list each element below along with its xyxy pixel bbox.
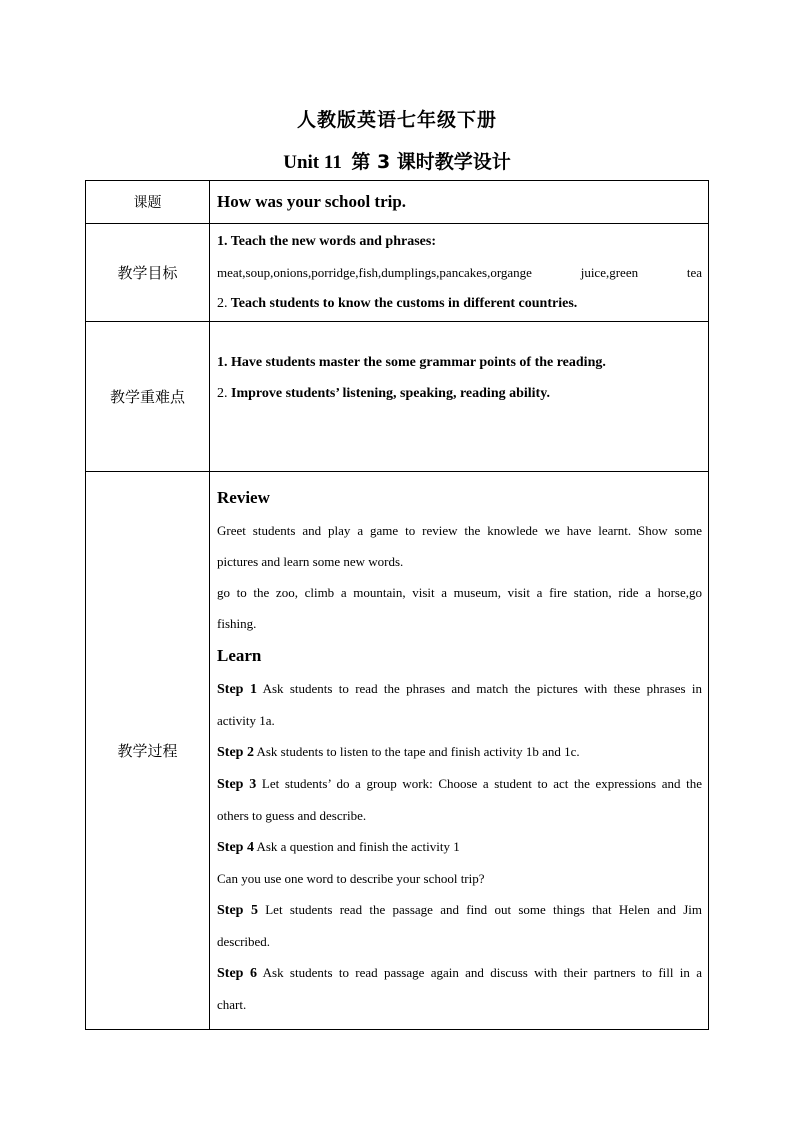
step-3-text: Let students’ do a group work: Choose a student to act the expressions and the [256,776,702,791]
key-point-2 [217,378,702,409]
key-point-2-number: 2. [217,386,228,401]
step-1-text: Ask students to read the phrases and match the pictures with these phrases in [257,681,702,696]
lesson-label: 第 3 课时教学设计 [351,151,511,173]
objectives-label: 教学目标 [86,224,210,322]
objectives-row [86,224,709,322]
objective-2 [217,288,702,319]
step-4-line [217,831,702,863]
step-4-label: Step 4 [217,840,254,855]
lesson-plan-table [85,180,709,1030]
key-points-row [86,322,709,472]
step-6-continued: chart. [217,997,247,1012]
review-line: pictures and learn some new words. [217,554,404,569]
unit-label: Unit 11 [283,152,342,173]
step-4-text: Ask a question and finish the activity 1 [253,839,460,854]
process-row [86,472,709,1030]
document-title: 人教版英语七年级下册 [296,109,497,131]
step-4-question: Can you use one word to describe your school trip? [217,871,485,886]
step-5-line [217,894,702,926]
objective-2-text: Teach students to know the customs in different countries. [227,296,578,311]
step-3-line [217,768,702,800]
review-heading: Review [217,488,270,507]
step-3-continued: others to guess and describe. [217,808,367,823]
objective-1-words: meat,soup,onions,porridge,fish,dumplings,pancakes,organge juice,green tea [217,265,702,280]
key-point-1: 1. Have students master the some grammar points of the reading. [217,355,606,370]
topic-row [86,181,709,224]
step-1-line [217,673,702,705]
key-points-label: 教学重难点 [86,322,210,472]
topic-cell [210,181,709,224]
process-cell [210,472,709,1030]
review-line: go to the zoo, climb a mountain, visit a museum, visit a fire station, ride a horse,go [217,585,702,600]
step-3-label: Step 3 [217,777,257,792]
key-point-2-text: Improve students’ listening, speaking, reading ability. [227,386,550,401]
step-2-text: Ask students to listen to the tape and finish activity 1b and 1c. [253,744,580,759]
step-5-text: Let students read the passage and find out some things that Helen and Jim [257,902,702,917]
key-points-cell [210,322,709,472]
document-subtitle [0,147,794,174]
step-6-text: Ask students to read passage again and discuss with their partners to fill in a [257,965,703,980]
step-5-label: Step 5 [217,903,258,918]
step-1-continued: activity 1a. [217,713,275,728]
topic-text: How was your school trip. [217,192,407,211]
step-1-label: Step 1 [217,682,258,697]
review-line: fishing. [217,616,257,631]
objective-1: 1. Teach the new words and phrases: [217,234,436,249]
step-2-label: Step 2 [217,745,254,760]
review-line: Greet students and play a game to review the knowlede we have learnt. Show some [217,523,702,538]
step-2-line [217,736,702,768]
objective-2-number: 2. [217,296,228,311]
objectives-cell [210,224,709,322]
step-6-line [217,957,702,989]
learn-heading: Learn [217,646,262,665]
topic-label: 课题 [86,181,210,224]
step-5-continued: described. [217,934,271,949]
step-6-label: Step 6 [217,966,258,981]
process-label: 教学过程 [86,472,210,1030]
